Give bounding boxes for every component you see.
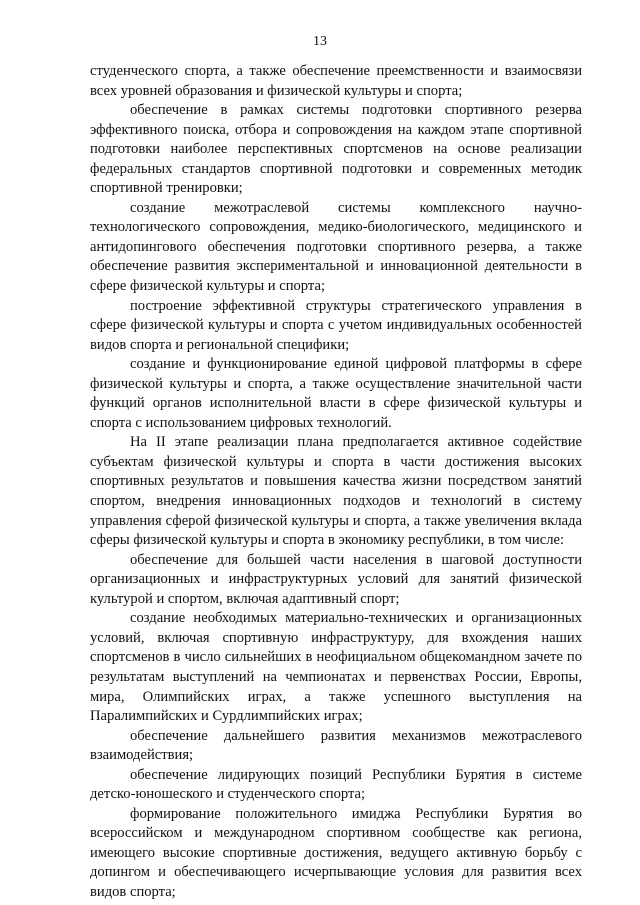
paragraph: обеспечение дальнейшего развития механизмов межотраслевого взаимодействия;	[90, 727, 582, 764]
paragraph: обеспечение для большей части населения в шаговой доступности организационных и инфраструктурных условий для занятий физической культурой и спортом, включая адаптивный спорт;	[90, 551, 582, 607]
paragraph: обеспечение в рамках системы подготовки спортивного резерва эффективного поиска, отбора и сопровождения на каждом этапе спортивной подготовки наиболее перспективных спортсменов на основе реализации федеральных стандартов спортивной подготовки и современных методик спортивной тренировки;	[90, 102, 582, 197]
paragraph: формирование положительного имиджа Республики Бурятия во всероссийском и международном спортивном сообществе как региона, имеющего высокие спортивные достижения, ведущего активную борьбу с допингом и обеспечивающего исчерпывающие условия для развития всех видов спорта;	[90, 805, 582, 900]
paragraph: создание и функционирование единой цифровой платформы в сфере физической культуры и спорта, а также осуществление значительной части функций органов исполнительной власти в сфере физической культуры и спорта с использованием цифровых технологий.	[90, 356, 582, 431]
paragraph: обеспечение лидирующих позиций Республики Бурятия в системе детско-юношеского и студенческого спорта;	[90, 766, 582, 803]
paragraph: На II этапе реализации плана предполагается активное содействие субъектам физической культуры и спорта в части достижения высоких спортивных результатов и повышения качества жизни посредством занятий спортом, внедрения инновационных подходов и технологий в систему управления сферой физической культуры и спорта, а также увеличения вклада сферы физической культуры и спорта в экономику республики, в том числе:	[90, 434, 582, 549]
paragraph: создание межотраслевой системы комплексного научно-технологического сопровождения, медико-биологического, медицинского и антидопингового обеспечения подготовки спортивного резерва, а также обеспечение развития экспериментальной и инновационной деятельности в сфере физической культуры и спорта;	[90, 199, 582, 295]
page-number: 13	[313, 34, 327, 49]
document-body	[90, 62, 582, 903]
paragraph: создание необходимых материально-технических и организационных условий, включая спортивную инфраструктуру, для вхождения наших спортсменов в число сильнейших в неофициальном общекомандном зачете по результатам выступлений на чемпионатах и первенствах России, Европы, мира, Олимпийских играх, а также успешного выступления на Паралимпийских и Сурдлимпийских играх;	[90, 610, 582, 725]
paragraph: построение эффективной структуры стратегического управления в сфере физической культуры и спорта с учетом индивидуальных особенностей видов спорта и региональной специфики;	[90, 297, 582, 353]
paragraph: студенческого спорта, а также обеспечение преемственности и взаимосвязи всех уровней образования и физической культуры и спорта;	[90, 63, 582, 99]
